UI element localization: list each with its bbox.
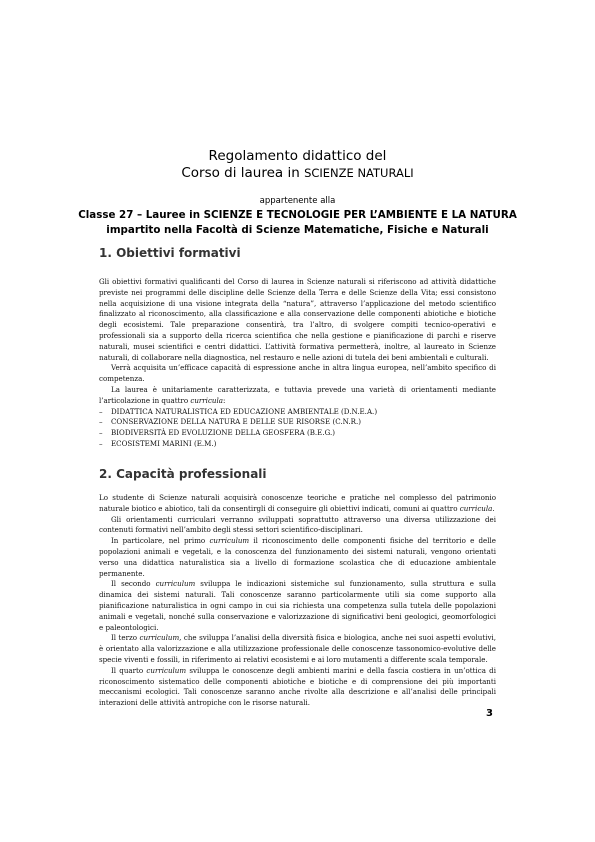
title-line-2 xyxy=(0,165,595,182)
classe-line: Classe 27 – Lauree in SCIENZE E TECNOLOGIE PER L’AMBIENTE E LA NATURA xyxy=(78,209,517,221)
title-line-1: Regolamento didattico del xyxy=(208,148,387,164)
list-item-text: ECOSISTEMI MARINI (E.M.) xyxy=(111,438,217,448)
paragraph xyxy=(99,633,496,665)
text-span: : xyxy=(223,395,226,405)
text-span: Il terzo xyxy=(111,633,140,643)
document-subheading xyxy=(0,195,595,238)
paragraph xyxy=(99,579,496,633)
section-heading-capacita: 2. Capacità professionali xyxy=(99,467,267,481)
facolta-line: impartito nella Facoltà di Scienze Matematiche, Fisiche e Naturali xyxy=(106,224,489,236)
paragraph: Gli orientamenti curriculari verranno sviluppati soprattutto attraverso una diversa utilizzazione dei contenuti formativi nell’ambito degli stessi settori scientifico-disciplinari. xyxy=(99,514,496,535)
paragraph xyxy=(99,666,496,709)
list-item xyxy=(99,439,496,450)
text-span: Lo studente di Scienze naturali acquisirà conoscenze teoriche e pratiche nel complesso del patrimonio naturale biotico e abiotico, tali da consentirgli di conseguire gli obiettivi indicati, comuni ai quattro xyxy=(99,493,496,513)
paragraph: Verrà acquisita un’efficace capacità di espressione anche in altra lingua europea, nell’ambito specifico di competenza. xyxy=(99,363,496,384)
italic-term: curriculum xyxy=(209,536,250,546)
section-body-obiettivi xyxy=(99,277,496,450)
text-span: sviluppa le indicazioni sistemiche sul funzionamento, sulla struttura e sulla dinamica dei sistemi naturali. Tali conoscenze saranno particolarmente utili sia come supporto alla pianificazione naturalistica in ogni campo in cui sia richiesta una competenza sulla tutela delle popolazioni animali e vegetali, nonché sulla conservazione e valorizzazione di significativi beni geologici, geomorfologici e paleontologici. xyxy=(99,579,496,632)
title-line-2-caps: SCIENZE NATURALI xyxy=(304,166,414,180)
document-title xyxy=(0,148,595,182)
appartenente-label: appartenente alla xyxy=(259,196,336,206)
section-body-capacita xyxy=(99,493,496,709)
text-span: Il quarto xyxy=(111,665,147,675)
italic-term: curriculum xyxy=(155,579,196,589)
list-item xyxy=(99,428,496,439)
list-item-text: DIDATTICA NATURALISTICA ED EDUCAZIONE AMBIENTALE (D.N.E.A.) xyxy=(111,406,378,416)
paragraph xyxy=(99,493,496,515)
italic-term: curricula xyxy=(459,503,493,513)
dash-bullet: – xyxy=(99,438,103,448)
page-number: 3 xyxy=(486,708,493,719)
paragraph: Gli obiettivi formativi qualificanti del Corso di laurea in Scienze naturali si riferiscono ad attività didattiche previste nei programmi delle discipline delle Scienze della Terra e delle Scienze della Vita; essi consistono nella acquisizione di una visione integrata della “natura”, attraverso l’applicazione del metodo scientifico finalizzato al riconoscimento, alla classificazione e alla conservazione delle componenti abiotiche e biotiche degli ecosistemi. Tale preparazione consentirà, tra l’altro, di svolgere compiti tecnico-operativi e professionali sia a supporto della ricerca scientifica che nella gestione e pianificazione di parchi e riserve naturali, musei scientifici e centri didattici. L’attività formativa permetterà, inoltre, al laureato in Scienze naturali, di collaborare nella diagnostica, nel restauro e nelle azioni di tutela dei beni ambientali e culturali. xyxy=(99,277,496,362)
dash-bullet: – xyxy=(99,428,103,438)
italic-term: curricula xyxy=(190,395,223,405)
text-span: , che sviluppa l’analisi della diversità fisica e biologica, anche nei suoi aspetti evolutivi, è orientato alla valorizzazione e alla utilizzazione professionale delle conoscenze tassonomico-evolutive delle specie viventi e fossili, in riferimento ai relativi ecosistemi e ai loro mutamenti a differente scala temporale. xyxy=(99,633,496,664)
curricula-list xyxy=(99,407,496,450)
dash-bullet: – xyxy=(99,406,103,416)
list-item xyxy=(99,417,496,428)
list-item-text: BIODIVERSITÀ ED EVOLUZIONE DELLA GEOSFERA (B.E.G.) xyxy=(111,428,336,438)
paragraph xyxy=(99,536,496,579)
text-span: il riconoscimento delle componenti fisiche del territorio e delle popolazioni animali e vegetali, e la conoscenza del funzionamento dei sistemi naturali, vengono orientati verso una didattica naturalistica sia a livello di formazione scolastica che di educazione ambientale permanente. xyxy=(99,536,496,578)
title-line-2-prefix: Corso di laurea in xyxy=(181,165,305,181)
list-item-text: CONSERVAZIONE DELLA NATURA E DELLE SUE RISORSE (C.N.R.) xyxy=(111,417,362,427)
list-item xyxy=(99,407,496,418)
text-span: . xyxy=(492,503,495,513)
dash-bullet: – xyxy=(99,417,103,427)
text-span: Il secondo xyxy=(111,579,156,589)
text-span: In particolare, nel primo xyxy=(111,536,210,546)
text-span: La laurea è unitariamente caratterizzata, e tuttavia prevede una varietà di orientamenti mediante l’articolazione in quattro xyxy=(99,384,496,405)
section-heading-obiettivi: 1. Obiettivi formativi xyxy=(99,246,241,260)
paragraph xyxy=(99,385,496,407)
italic-term: curriculum xyxy=(146,665,187,675)
italic-term: curriculum xyxy=(139,633,180,643)
text-span: sviluppa le conoscenze degli ambienti marini e della fascia costiera in un’ottica di riconoscimento sistematico delle componenti abiotiche e biotiche e di comprensione dei più importanti meccanismi ecologici. Tali conoscenze saranno anche rivolte alla descrizione e all’analisi delle principali interazioni delle attività antropiche con le risorse naturali. xyxy=(99,665,496,708)
